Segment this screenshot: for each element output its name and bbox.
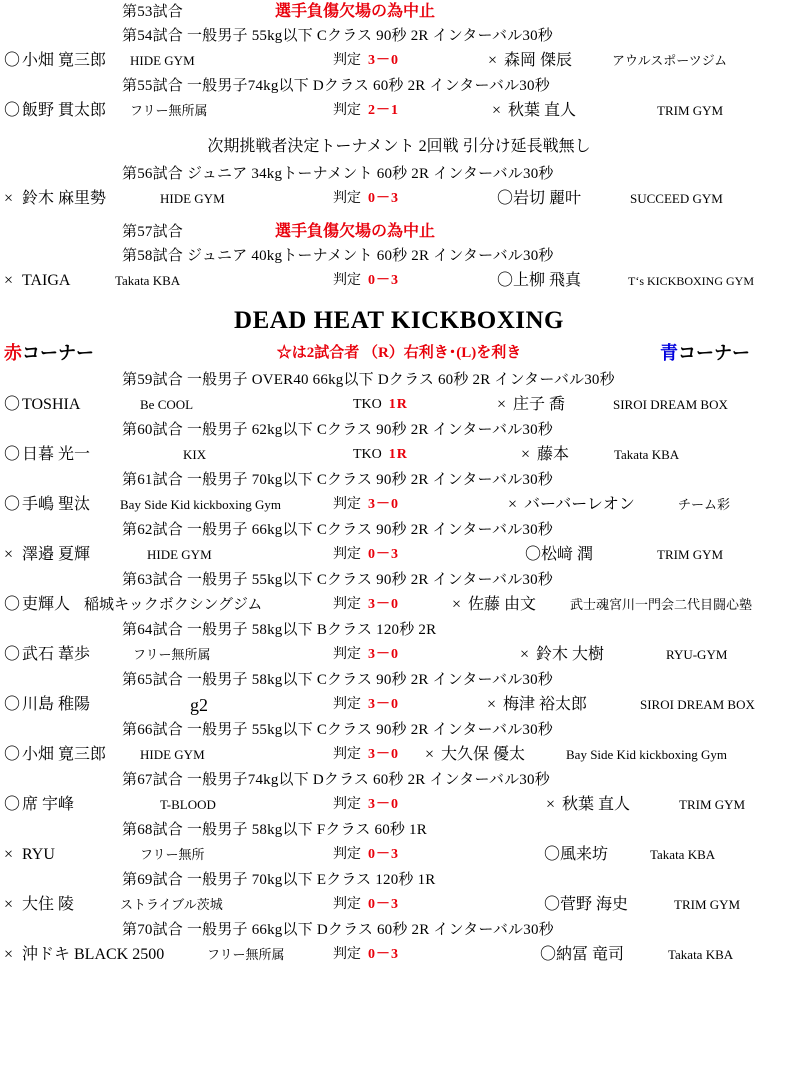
verdict: TKO 1R (353, 447, 408, 462)
blue-result-mark: × (497, 396, 507, 413)
bout-header (0, 220, 798, 244)
verdict: 判定 0－3 (333, 273, 399, 288)
blue-fighter-name: 庄子 喬 (513, 396, 566, 413)
bout-details: 第60試合 一般男子 62kg以下 Cクラス 90秒 2R インターバル30秒 (122, 422, 554, 438)
blue-result-mark: × (488, 52, 498, 69)
blue-fighter-gym: Takata KBA (668, 947, 734, 962)
bout-number: 第57試合 (122, 224, 184, 240)
red-fighter-name: 吏輝人 (22, 596, 71, 613)
bout-details: 第58試合 ジュニア 40kgトーナメント 60秒 2R インターバル30秒 (122, 248, 554, 264)
blue-result-mark: × (425, 746, 435, 763)
blue-fighter-gym: SIROI DREAM BOX (640, 697, 755, 712)
verdict: 判定 0－3 (333, 547, 399, 562)
red-result-mark: 〇 (4, 696, 21, 713)
red-fighter-name: 小畑 寛三郎 (22, 52, 107, 69)
blue-fighter-gym: TRIM GYM (657, 103, 724, 118)
red-fighter-gym: T-BLOOD (160, 797, 216, 812)
bout-result-row (0, 392, 798, 418)
blue-result-mark: 〇 (544, 896, 561, 913)
blue-result-mark: × (487, 696, 497, 713)
bout-header (0, 162, 798, 186)
bouts-main-section (0, 368, 798, 968)
verdict: 判定 0－3 (333, 847, 399, 862)
red-fighter-gym: フリー無所属 (133, 647, 211, 662)
red-fighter-gym: KIX (183, 447, 207, 462)
blue-corner-label: 青コーナー (660, 343, 750, 363)
red-fighter-gym: HIDE GYM (160, 191, 225, 206)
red-fighter-gym: フリー無所属 (207, 947, 285, 962)
red-fighter-name: RYU (22, 846, 55, 863)
bout-header (0, 418, 798, 442)
red-result-mark: 〇 (4, 646, 21, 663)
bout-result-row (0, 842, 798, 868)
verdict: 判定 0－3 (333, 947, 399, 962)
bout-header (0, 244, 798, 268)
verdict: 判定 0－3 (333, 897, 399, 912)
bout-entry (0, 468, 798, 518)
bout-result-row (0, 186, 798, 212)
red-fighter-gym: HIDE GYM (147, 547, 212, 562)
bout-header (0, 568, 798, 592)
verdict: 判定 3－0 (333, 647, 399, 662)
bout-details: 第65試合 一般男子 58kg以下 Cクラス 90秒 2R インターバル30秒 (122, 672, 554, 688)
bout-header (0, 518, 798, 542)
blue-fighter-gym: Takata KBA (650, 847, 716, 862)
blue-fighter-gym: Takata KBA (614, 447, 680, 462)
spacer (0, 212, 798, 220)
bout-entry (0, 0, 798, 24)
bout-header (0, 0, 798, 24)
blue-fighter-gym: TRIM GYM (657, 547, 724, 562)
blue-result-mark: 〇 (544, 846, 561, 863)
bout-entry (0, 418, 798, 468)
bout-entry (0, 718, 798, 768)
red-fighter-name: TAIGA (22, 272, 71, 289)
blue-result-mark: 〇 (497, 190, 514, 207)
red-fighter-name: 澤邉 夏輝 (22, 546, 91, 563)
red-result-mark: × (4, 896, 14, 913)
blue-fighter-gym: RYU-GYM (666, 647, 728, 662)
bout-result-row (0, 492, 798, 518)
bout-details: 第56試合 ジュニア 34kgトーナメント 60秒 2R インターバル30秒 (122, 166, 554, 182)
red-fighter-name: 武石 葦歩 (22, 646, 91, 663)
bout-header (0, 768, 798, 792)
bouts-mid-section (0, 162, 798, 294)
red-fighter-name: 席 宇峰 (22, 796, 75, 813)
red-fighter-gym: フリー無所属 (130, 103, 208, 118)
bout-header (0, 818, 798, 842)
bout-header (0, 668, 798, 692)
bout-details: 第64試合 一般男子 58kg以下 Bクラス 120秒 2R (122, 622, 437, 638)
blue-result-mark: × (452, 596, 462, 613)
red-fighter-name: 日暮 光一 (22, 446, 91, 463)
red-result-mark: × (4, 190, 14, 207)
bout-entry (0, 368, 798, 418)
red-fighter-gym: HIDE GYM (130, 53, 195, 68)
verdict: TKO 1R (353, 397, 408, 412)
red-corner-label: 赤コーナー (4, 343, 94, 363)
event-title: DEAD HEAT KICKBOXING (234, 307, 564, 334)
red-result-mark: 〇 (4, 496, 21, 513)
blue-result-mark: × (521, 446, 531, 463)
red-fighter-gym: ストライブル茨城 (120, 897, 223, 912)
bout-cancel-note: 選手負傷欠場の為中止 (275, 3, 436, 20)
bout-entry (0, 918, 798, 968)
bout-details: 第62試合 一般男子 66kg以下 Cクラス 90秒 2R インターバル30秒 (122, 522, 554, 538)
verdict: 判定 0－3 (333, 191, 399, 206)
blue-fighter-name: 岩切 麗叶 (513, 190, 582, 207)
verdict: 判定 3－0 (333, 797, 399, 812)
bout-header (0, 368, 798, 392)
blue-fighter-gym: TRIM GYM (674, 897, 741, 912)
blue-fighter-name: 梅津 裕太郎 (503, 696, 588, 713)
blue-result-mark: 〇 (525, 546, 542, 563)
blue-fighter-name: 佐藤 由文 (468, 596, 537, 613)
bouts-top-section (0, 0, 798, 124)
bout-header (0, 918, 798, 942)
red-result-mark: 〇 (4, 446, 21, 463)
red-fighter-gym: Be COOL (140, 397, 194, 412)
bout-result-row (0, 592, 798, 618)
blue-fighter-name: 鈴木 大樹 (536, 646, 605, 663)
red-result-mark: 〇 (4, 396, 21, 413)
blue-fighter-gym: TRIM GYM (679, 797, 746, 812)
red-fighter-name: TOSHIA (22, 396, 81, 413)
blue-fighter-gym: SUCCEED GYM (630, 191, 723, 206)
bout-entry (0, 868, 798, 918)
red-fighter-gym: Takata KBA (115, 273, 181, 288)
bout-result-row (0, 542, 798, 568)
bout-entry (0, 818, 798, 868)
bout-entry (0, 74, 798, 124)
blue-fighter-gym: T‘s KICKBOXING GYM (628, 274, 754, 288)
verdict: 判定 2－1 (333, 103, 399, 118)
blue-fighter-gym: 武士魂宮川一門会二代目闘心塾 (570, 597, 753, 612)
blue-result-mark: × (492, 102, 502, 119)
corner-note: ☆は2試合者 （R）右利き･(L)を利き (276, 345, 522, 361)
bout-details: 第63試合 一般男子 55kg以下 Cクラス 90秒 2R インターバル30秒 (122, 572, 554, 588)
bout-number: 第53試合 (122, 4, 184, 20)
bout-details: 第68試合 一般男子 58kg以下 Fクラス 60秒 1R (122, 822, 427, 838)
blue-fighter-name: 風来坊 (560, 846, 609, 863)
blue-fighter-gym: Bay Side Kid kickboxing Gym (566, 747, 728, 762)
red-fighter-gym: Bay Side Kid kickboxing Gym (120, 497, 282, 512)
bout-result-row (0, 642, 798, 668)
bout-header (0, 24, 798, 48)
bout-header (0, 718, 798, 742)
red-fighter-name: 鈴木 麻里勢 (22, 190, 107, 207)
red-result-mark: × (4, 846, 14, 863)
verdict: 判定 3－0 (333, 597, 399, 612)
red-result-mark: × (4, 546, 14, 563)
red-fighter-gym: g2 (190, 695, 208, 715)
red-fighter-name: 飯野 貫太郎 (22, 102, 107, 119)
red-result-mark: 〇 (4, 746, 21, 763)
bout-result-row (0, 692, 798, 718)
verdict: 判定 3－0 (333, 747, 399, 762)
red-result-mark: 〇 (4, 52, 21, 69)
verdict: 判定 3－0 (333, 53, 399, 68)
red-fighter-name: 手嶋 聖汰 (22, 496, 91, 513)
blue-fighter-gym: SIROI DREAM BOX (613, 397, 728, 412)
bout-result-row (0, 942, 798, 968)
blue-fighter-name: 大久保 優太 (441, 746, 526, 763)
blue-result-mark: × (520, 646, 530, 663)
red-fighter-gym: フリー無所 (140, 847, 205, 862)
bout-entry (0, 618, 798, 668)
red-fighter-name: 小畑 寛三郎 (22, 746, 107, 763)
verdict: 判定 3－0 (333, 697, 399, 712)
blue-fighter-name: 秋葉 直人 (562, 796, 631, 813)
blue-fighter-gym: チーム彩 (678, 497, 731, 512)
bout-result-row (0, 48, 798, 74)
bout-result-row (0, 268, 798, 294)
red-result-mark: 〇 (4, 596, 21, 613)
bout-entry (0, 24, 798, 74)
bout-cancel-note: 選手負傷欠場の為中止 (275, 223, 436, 240)
red-fighter-gym: HIDE GYM (140, 747, 205, 762)
bout-details: 第69試合 一般男子 70kg以下 Eクラス 120秒 1R (122, 872, 436, 888)
verdict: 判定 3－0 (333, 497, 399, 512)
bout-entry (0, 162, 798, 212)
blue-result-mark: 〇 (540, 946, 557, 963)
blue-fighter-name: 納冨 竜司 (556, 946, 625, 963)
bout-entry (0, 518, 798, 568)
bout-result-row (0, 892, 798, 918)
red-fighter-name: 沖ドキ BLACK 2500 (22, 946, 165, 963)
blue-result-mark: × (546, 796, 556, 813)
bout-entry (0, 768, 798, 818)
red-result-mark: 〇 (4, 102, 21, 119)
bout-header (0, 618, 798, 642)
tournament-note: 次期挑戦者決定トーナメント 2回戦 引分け延長戦無し (207, 138, 591, 155)
blue-result-mark: 〇 (497, 272, 514, 289)
blue-fighter-name: 菅野 海史 (560, 896, 629, 913)
blue-fighter-gym: アウルスポーツジム (612, 53, 728, 68)
bout-result-row (0, 742, 798, 768)
bout-result-row (0, 792, 798, 818)
red-fighter-gym: 稲城キックボクシングジム (84, 597, 263, 613)
blue-fighter-name: 松﨑 潤 (541, 546, 594, 563)
bout-header (0, 74, 798, 98)
bout-details: 第59試合 一般男子 OVER40 66kg以下 Dクラス 60秒 2R インターバル30秒 (122, 372, 615, 388)
red-result-mark: × (4, 946, 14, 963)
bout-details: 第67試合 一般男子74kg以下 Dクラス 60秒 2R インターバル30秒 (122, 772, 550, 788)
bout-details: 第61試合 一般男子 70kg以下 Cクラス 90秒 2R インターバル30秒 (122, 472, 554, 488)
bout-details: 第66試合 一般男子 55kg以下 Cクラス 90秒 2R インターバル30秒 (122, 722, 554, 738)
spacer (0, 124, 798, 132)
blue-fighter-name: 上柳 飛真 (513, 272, 582, 289)
blue-result-mark: × (508, 496, 518, 513)
bout-result-row (0, 442, 798, 468)
bout-header (0, 868, 798, 892)
bout-details: 第54試合 一般男子 55kg以下 Cクラス 90秒 2R インターバル30秒 (122, 28, 554, 44)
bout-entry (0, 668, 798, 718)
corner-legend (0, 338, 798, 368)
blue-fighter-name: 藤本 (537, 446, 570, 463)
blue-fighter-name: 森岡 傑辰 (504, 52, 573, 69)
bout-entry (0, 244, 798, 294)
red-fighter-name: 大住 陵 (22, 896, 75, 913)
red-fighter-name: 川島 稚陽 (22, 696, 91, 713)
bout-entry (0, 220, 798, 244)
blue-fighter-name: 秋葉 直人 (508, 102, 577, 119)
bout-header (0, 468, 798, 492)
red-result-mark: × (4, 272, 14, 289)
bout-details: 第55試合 一般男子74kg以下 Dクラス 60秒 2R インターバル30秒 (122, 78, 550, 94)
bout-result-row (0, 98, 798, 124)
red-result-mark: 〇 (4, 796, 21, 813)
bout-details: 第70試合 一般男子 66kg以下 Dクラス 60秒 2R インターバル30秒 (122, 922, 554, 938)
blue-fighter-name: バーバーレオン (524, 496, 635, 513)
bout-entry (0, 568, 798, 618)
